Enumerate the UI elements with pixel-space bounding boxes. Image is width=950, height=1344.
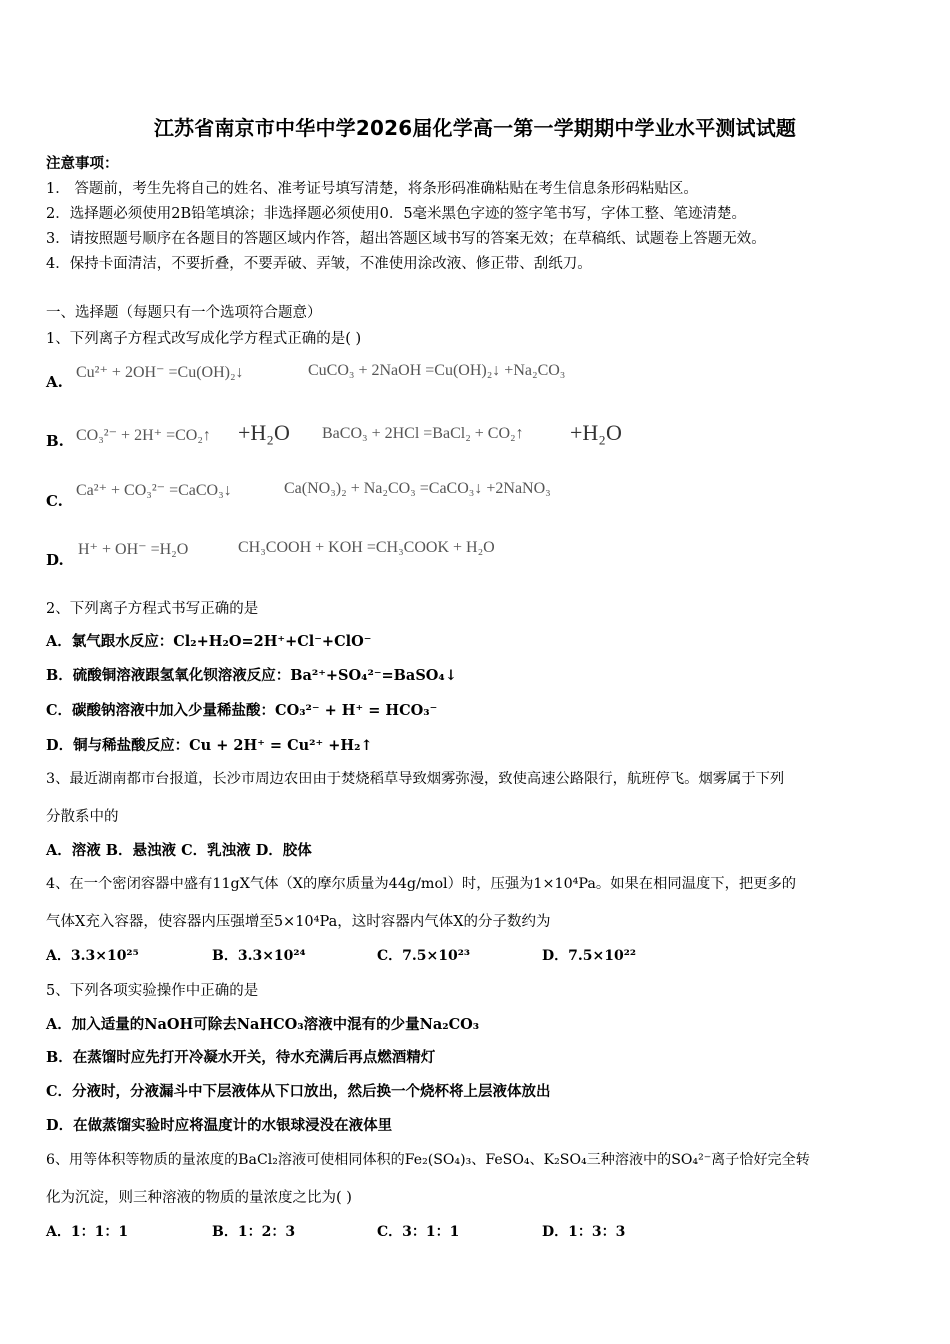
q6-option-b: B．1：2：3 (212, 1224, 296, 1240)
notice-heading: 注意事项： (46, 155, 119, 172)
q5-option-c: C．分液时，分液漏斗中下层液体从下口放出，然后换一个烧杯将上层液体放出 (46, 1083, 551, 1100)
q4-option-c: C．7.5×10²³ (377, 948, 470, 964)
q3-stem-line-1: 3、最近湖南都市台报道，长沙市周边农田由于焚烧稻草导致烟雾弥漫，致使高速公路限行，航班停飞。烟雾属于下列 (46, 771, 785, 787)
q6-option-c: C．3：1：1 (377, 1224, 460, 1240)
section-heading: 一、选择题（每题只有一个选项符合题意） (46, 305, 322, 321)
q1-option-b-ionic-water: +H₂O (238, 420, 290, 445)
q1-option-c-ionic: Ca²⁺ + CO₃²⁻ =CaCO₃↓ (76, 482, 232, 499)
q1-option-a-ionic: Cu²⁺ + 2OH⁻ =Cu(OH)₂↓ (76, 364, 244, 381)
q4-stem-line-1: 4、在一个密闭容器中盛有11gX气体（X的摩尔质量为44g/mol）时，压强为1×10⁴Pa。如果在相同温度下，把更多的 (46, 876, 797, 892)
q1-option-a-chemical: CuCO₃ + 2NaOH =Cu(OH)₂↓ +Na₂CO₃ (308, 362, 566, 379)
q1-stem: 1、下列离子方程式改写成化学方程式正确的是( ) (46, 331, 362, 347)
q1-option-a-letter: A. (46, 373, 63, 391)
q2-stem: 2、下列离子方程式书写正确的是 (46, 601, 259, 617)
q5-option-d: D．在做蒸馏实验时应将温度计的水银球浸没在液体里 (46, 1117, 393, 1134)
q4-option-b: B．3.3×10²⁴ (212, 948, 306, 964)
q1-option-d-chemical: CH₃COOH + KOH =CH₃COOK + H₂O (238, 539, 495, 556)
q2-option-b: B．硫酸铜溶液跟氢氧化钡溶液反应：Ba²⁺+SO₄²⁻=BaSO₄↓ (46, 667, 457, 684)
q1-option-b-letter: B. (46, 432, 64, 450)
q4-stem-line-2: 气体X充入容器，使容器内压强增至5×10⁴Pa，这时容器内气体X的分子数约为 (46, 914, 551, 930)
q1-option-b-ionic: CO₃²⁻ + 2H⁺ =CO₂↑ (76, 427, 211, 444)
q1-option-d-ionic: H⁺ + OH⁻ =H₂O (78, 541, 189, 558)
q1-option-b-chemical-water: +H₂O (570, 420, 622, 445)
q6-option-d: D．1：3：3 (542, 1224, 626, 1240)
q3-stem-line-2: 分散系中的 (46, 809, 119, 825)
q2-option-a: A．氯气跟水反应：Cl₂+H₂O=2H⁺+Cl⁻+ClO⁻ (46, 633, 372, 650)
q5-option-a: A．加入适量的NaOH可除去NaHCO₃溶液中混有的少量Na₂CO₃ (46, 1016, 480, 1033)
q4-option-d: D．7.5×10²² (542, 948, 636, 964)
q3-options: A．溶液 B．悬浊液 C．乳浊液 D．胶体 (46, 842, 312, 859)
q6-option-a: A．1：1：1 (46, 1224, 129, 1240)
q5-option-b: B．在蒸馏时应先打开冷凝水开关，待水充满后再点燃酒精灯 (46, 1049, 436, 1066)
q1-option-c-chemical: Ca(NO₃)₂ + Na₂CO₃ =CaCO₃↓ +2NaNO₃ (284, 480, 551, 497)
notice-item-3: 3．请按照题号顺序在各题目的答题区域内作答，超出答题区域书写的答案无效；在草稿纸、试题卷上答题无效。 (46, 231, 766, 247)
page-title: 江苏省南京市中华中学2026届化学高一第一学期期中学业水平测试试题 (153, 116, 797, 140)
notice-item-1: 1． 答题前，考生先将自己的姓名、准考证号填写清楚，将条形码准确粘贴在考生信息条形码粘贴区。 (46, 181, 698, 197)
q2-option-c: C．碳酸钠溶液中加入少量稀盐酸：CO₃²⁻ + H⁺ = HCO₃⁻ (46, 702, 438, 719)
q6-stem-line-1: 6、用等体积等物质的量浓度的BaCl₂溶液可使相同体积的Fe₂(SO₄)₃、FeSO₄、K₂SO₄三种溶液中的SO₄²⁻离子恰好完全转 (46, 1152, 810, 1168)
q1-option-b-chemical: BaCO₃ + 2HCl =BaCl₂ + CO₂↑ (322, 425, 524, 442)
q4-option-a: A．3.3×10²⁵ (46, 948, 139, 964)
q6-stem-line-2: 化为沉淀，则三种溶液的物质的量浓度之比为( ) (46, 1190, 352, 1206)
notice-item-4: 4．保持卡面清洁，不要折叠，不要弄破、弄皱，不准使用涂改液、修正带、刮纸刀。 (46, 256, 592, 272)
q1-option-d-letter: D. (46, 551, 64, 569)
notice-item-2: 2．选择题必须使用2B铅笔填涂；非选择题必须使用0．5毫米黑色字迹的签字笔书写，字体工整、笔迹清楚。 (46, 206, 747, 222)
q1-option-c-letter: C. (46, 492, 63, 510)
q2-option-d: D．铜与稀盐酸反应：Cu + 2H⁺ = Cu²⁺ +H₂↑ (46, 737, 373, 754)
q5-stem: 5、下列各项实验操作中正确的是 (46, 983, 259, 999)
